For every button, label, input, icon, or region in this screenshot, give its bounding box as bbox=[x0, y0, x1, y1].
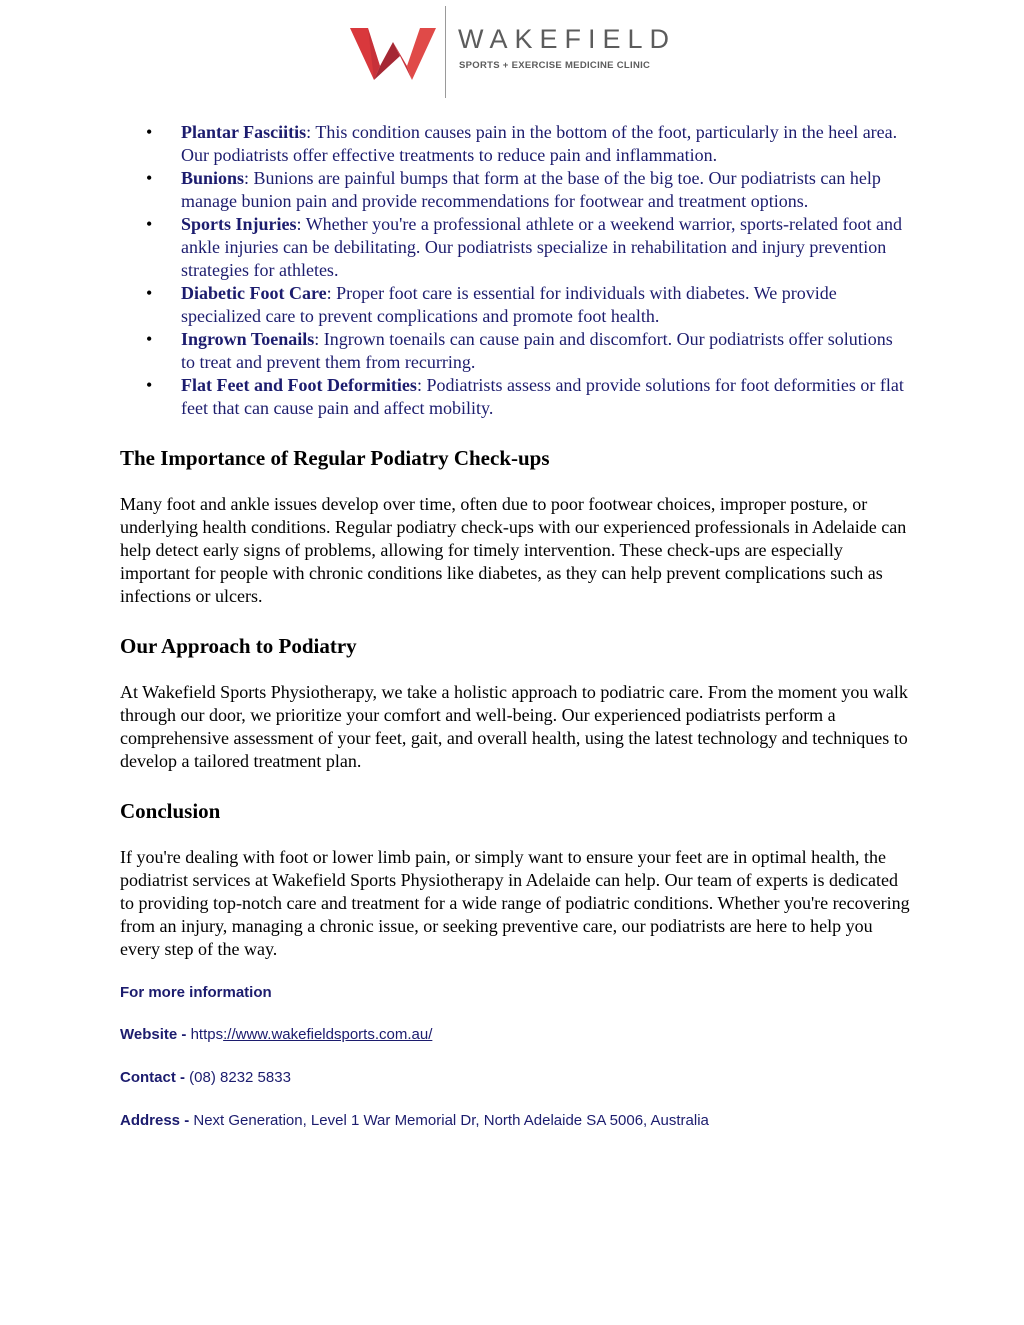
website-link[interactable]: ://www.wakefieldsports.com.au/ bbox=[223, 1026, 433, 1043]
condition-name: Sports Injuries bbox=[181, 214, 297, 234]
logo-divider bbox=[445, 6, 446, 98]
list-item bbox=[120, 374, 910, 420]
address-line bbox=[120, 1111, 910, 1131]
bullet-icon: • bbox=[146, 283, 153, 303]
checkups-paragraph: Many foot and ankle issues develop over time, often due to poor footwear choices, improper posture, or underlying health conditions. Regular podiatry check-ups with our experienced professionals in Adelaide can help detect early signs of problems, allowing for timely intervention. These check-ups are especially important for people with chronic conditions like diabetes, as they can help prevent complications such as infections or ulcers. bbox=[120, 494, 907, 606]
condition-name: Diabetic Foot Care bbox=[181, 283, 327, 303]
bullet-icon: • bbox=[146, 375, 153, 395]
condition-description: : Ingrown toenails can cause pain and discomfort. Our podiatrists offer solutions to treat and prevent them from recurring. bbox=[181, 329, 893, 372]
conclusion-heading: Conclusion bbox=[120, 799, 221, 823]
contact-phone: (08) 8232 5833 bbox=[189, 1069, 291, 1086]
condition-description: : This condition causes pain in the bottom of the foot, particularly in the heel area. Our podiatrists offer effective treatments to reduce pain and inflammation. bbox=[181, 122, 898, 165]
condition-description: : Bunions are painful bumps that form at the base of the big toe. Our podiatrists can help manage bunion pain and provide recommendations for footwear and treatment options. bbox=[181, 168, 881, 211]
website-label: Website - bbox=[120, 1026, 191, 1043]
brand-tagline: SPORTS + EXERCISE MEDICINE CLINIC bbox=[459, 60, 651, 71]
list-item bbox=[120, 213, 910, 282]
conclusion-paragraph: If you're dealing with foot or lower limb pain, or simply want to ensure your feet are in optimal health, the podiatrist services at Wakefield Sports Physiotherapy in Adelaide can help. Our team of experts is dedicated to providing top-notch care and treatment for a wide range of podiatric conditions. Whether you're recovering from an injury, managing a chronic issue, or seeking preventive care, our podiatrists are here to help you every step of the way. bbox=[120, 847, 910, 959]
list-item bbox=[120, 121, 910, 167]
document-body bbox=[120, 121, 910, 1131]
condition-name: Flat Feet and Foot Deformities bbox=[181, 375, 417, 395]
condition-name: Bunions bbox=[181, 168, 245, 188]
list-item bbox=[120, 328, 910, 374]
page-header bbox=[350, 6, 677, 98]
website-line bbox=[120, 1025, 910, 1045]
checkups-heading: The Importance of Regular Podiatry Check-ups bbox=[120, 446, 550, 470]
bullet-icon: • bbox=[146, 122, 153, 142]
condition-description: : Proper foot care is essential for individuals with diabetes. We provide specialized care to prevent complications and promote foot health. bbox=[181, 283, 837, 326]
contact-label: Contact - bbox=[120, 1069, 190, 1086]
wakefield-w-logo-icon bbox=[350, 22, 436, 84]
contact-line bbox=[120, 1068, 910, 1088]
conditions-list bbox=[120, 121, 910, 420]
approach-paragraph: At Wakefield Sports Physiotherapy, we take a holistic approach to podiatric care. From the moment you walk through our door, we prioritize your comfort and well-being. Our experienced podiatrists perform a comprehensive assessment of your feet, gait, and overall health, using the latest technology and techniques to develop a tailored treatment plan. bbox=[120, 682, 908, 771]
website-prefix: https bbox=[190, 1026, 224, 1043]
approach-heading: Our Approach to Podiatry bbox=[120, 634, 357, 658]
condition-name: Plantar Fasciitis bbox=[181, 122, 307, 142]
more-info-heading bbox=[120, 983, 910, 1003]
bullet-icon: • bbox=[146, 329, 153, 349]
more-info-label: For more information bbox=[120, 984, 272, 1001]
condition-description: : Podiatrists assess and provide solutions for foot deformities or flat feet that can cause pain and affect mobility. bbox=[181, 375, 904, 418]
address-value: Next Generation, Level 1 War Memorial Dr, North Adelaide SA 5006, Australia bbox=[193, 1112, 709, 1129]
address-label: Address - bbox=[120, 1112, 194, 1129]
bullet-icon: • bbox=[146, 168, 153, 188]
condition-name: Ingrown Toenails bbox=[181, 329, 315, 349]
list-item bbox=[120, 282, 910, 328]
list-item bbox=[120, 167, 910, 213]
brand-name: WAKEFIELD bbox=[458, 24, 677, 54]
condition-description: : Whether you're a professional athlete or a weekend warrior, sports-related foot and ankle injuries can be debilitating. Our podiatrists specialize in rehabilitation and injury prevention strategies for athletes. bbox=[181, 214, 902, 280]
bullet-icon: • bbox=[146, 214, 153, 234]
